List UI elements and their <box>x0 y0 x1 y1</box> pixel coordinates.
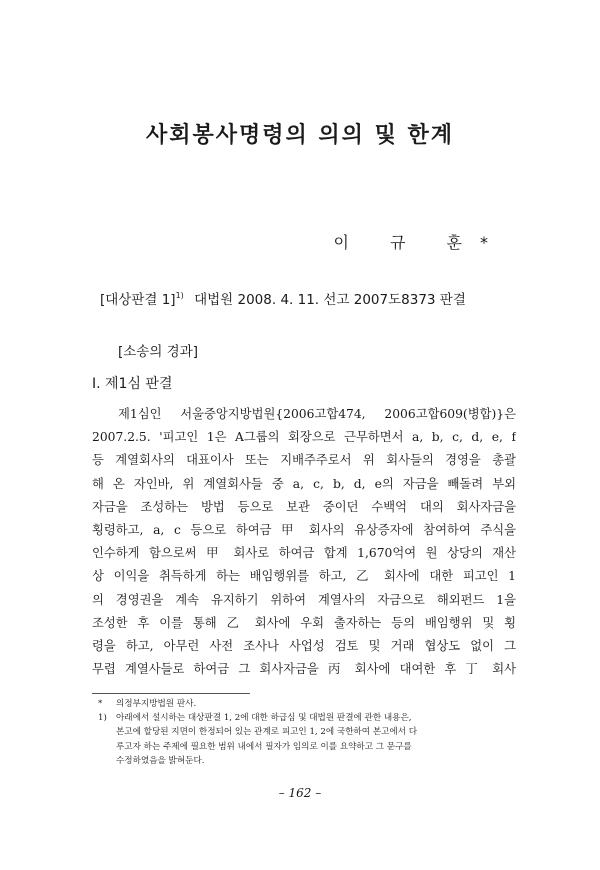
paragraph-line: 의 경영권을 계속 유지하기 위하여 계열사의 자금으로 해외펀드 1을 <box>92 592 516 607</box>
paragraph-line: 자금을 조성하는 방법 등으로 보관 중이던 수백억 대의 회사자금을 <box>92 499 516 514</box>
paragraph-line: 조성한 후 이를 통해 乙 회사에 우회 출자하는 등의 배임행위 및 횡 <box>92 615 516 630</box>
body-paragraph <box>92 403 516 681</box>
footnote-continuation <box>98 725 518 739</box>
paragraph-line: 횡령하고, a, c 등으로 하여금 甲 회사의 유상증자에 참여하여 주식을 <box>92 522 516 537</box>
article-title: 사회봉사명령의 의의 및 한계 <box>145 123 454 148</box>
footnote-divider <box>92 693 250 694</box>
paragraph-line: 령을 하고, 아무런 사전 조사나 사업성 검토 및 거래 협상도 없이 그 <box>92 638 516 653</box>
case-citation: 대법원 2008. 4. 11. 선고 2007도8373 판결 <box>194 292 466 308</box>
footnote-continuation <box>98 754 518 768</box>
paragraph-line: 등 계열회사의 대표이사 또는 지배주주로서 위 회사들의 경영을 총괄 <box>92 453 516 468</box>
footnote-text: 수정하였음을 밝혀둔다. <box>116 755 205 766</box>
paragraph-line: 제1심인 서울중앙지방법원{2006고합474, 2006고합609(병합)}은 <box>118 407 516 421</box>
paragraph-line: 상 이익을 취득하게 하는 배임행위를 하고, 乙 회사에 대한 피고인 1 <box>92 569 516 584</box>
paragraph-line: 해 온 자인바, 위 계열회사들 중 a, c, b, d, e의 자금을 빼돌려 부외 <box>92 476 516 491</box>
footnote-mark: * <box>98 699 103 709</box>
page-number: – 162 – <box>278 786 322 800</box>
footnote-ref: 1) <box>175 291 184 300</box>
footnote-text: 루고자 하는 주제에 필요한 범위 내에서 필자가 임의로 이를 요약하고 그 문구를 <box>116 741 412 752</box>
footnote <box>98 697 518 711</box>
footnote-text: 의정부지방법원 판사. <box>116 699 197 709</box>
section-heading: Ⅰ. 제1심 판결 <box>92 376 173 392</box>
footnote-continuation <box>98 740 518 754</box>
paragraph-line: 인수하게 함으로써 甲 회사로 하여금 합계 1,670억여 원 상당의 재산 <box>92 546 516 561</box>
procedure-heading: [소송의 경과] <box>118 344 199 360</box>
footnote-mark: 1) <box>98 713 107 724</box>
footnote-text: 본고에 할당된 지면이 한정되어 있는 관계로 피고인 1, 2에 국한하여 본고에서 다 <box>116 727 418 738</box>
footnote-text: 아래에서 설시하는 대상판결 1, 2에 대한 하급심 및 대법원 판결에 관한 내용은, <box>116 713 412 724</box>
paragraph-line: 2007.2.5. '피고인 1은 A그룹의 회장으로 근무하면서 a, b, c, d, e, f <box>92 430 516 445</box>
case-header <box>100 288 466 308</box>
footnote <box>98 711 518 725</box>
footnotes <box>98 697 518 768</box>
author-name: 이 규 훈* <box>333 233 506 252</box>
case-label: [대상판결 1] <box>100 292 176 308</box>
paragraph-line: 무렵 계열사들로 하여금 그 회사자금을 丙 회사에 대여한 후 丁 회사 <box>92 662 516 677</box>
